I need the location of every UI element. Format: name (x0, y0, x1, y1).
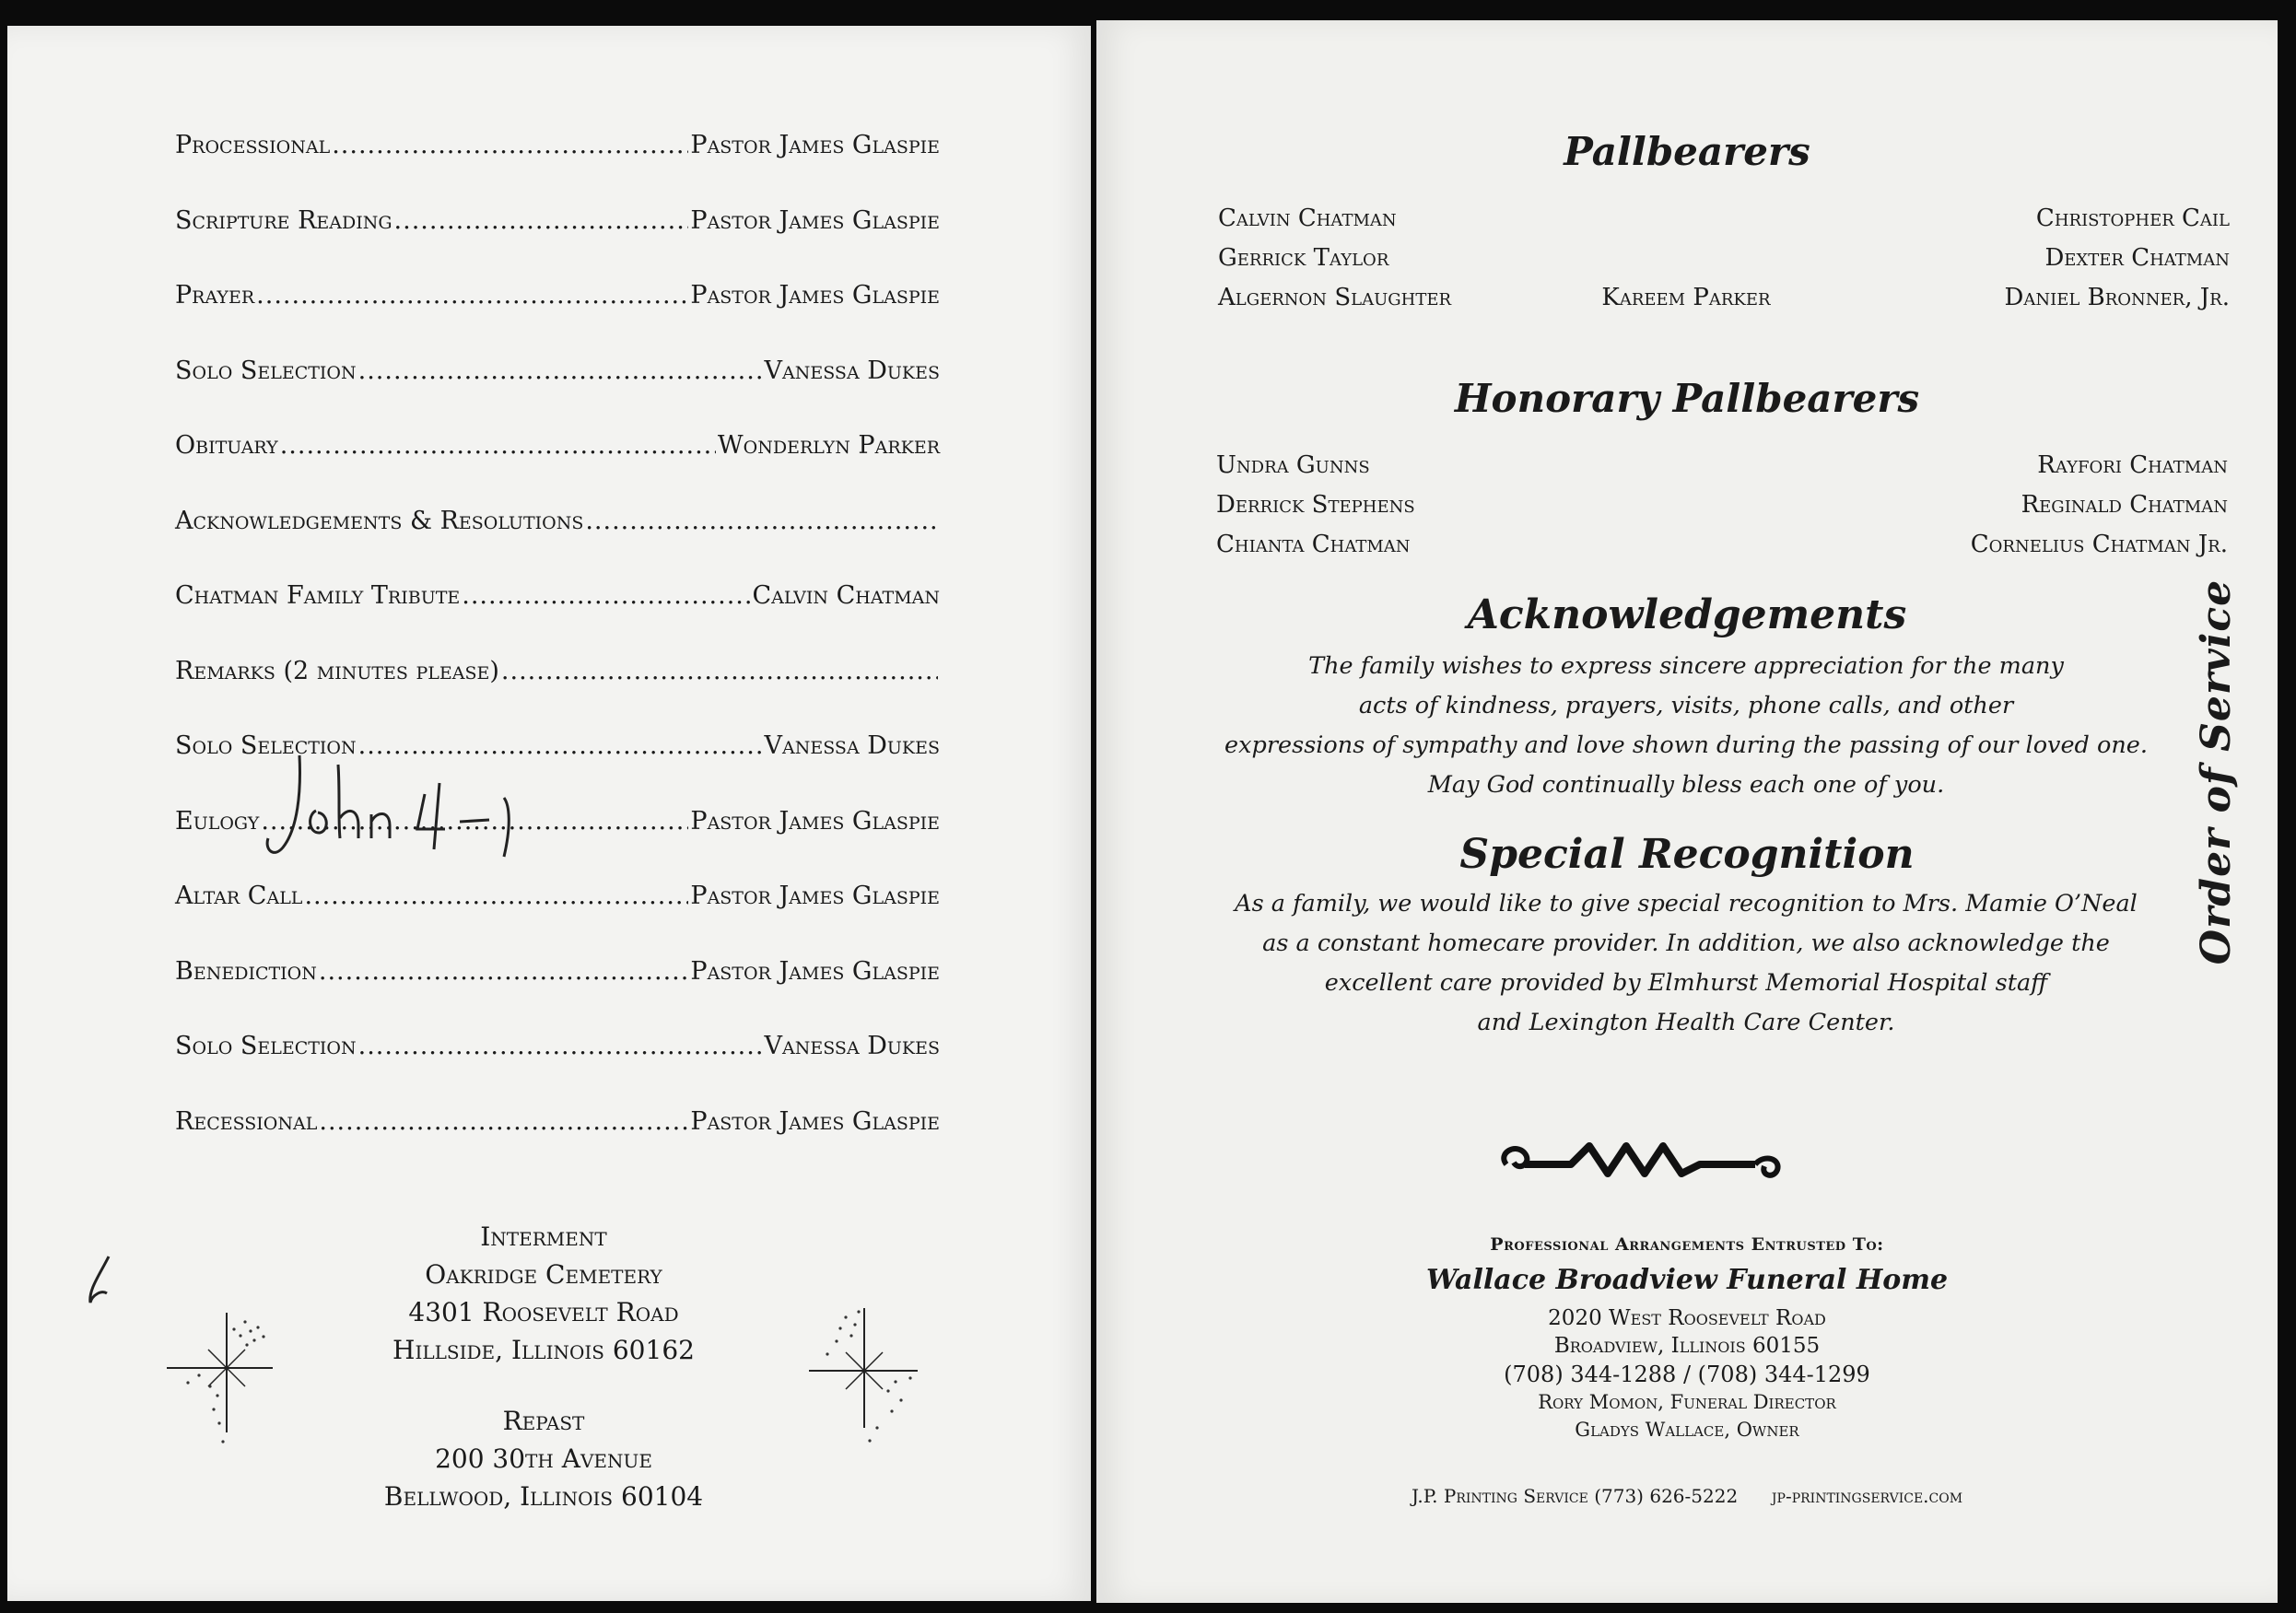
interment-title: Interment (480, 1221, 607, 1252)
program-item (175, 882, 940, 910)
pallbearers-right-column (2005, 199, 2230, 318)
program-item-label: Processional (175, 131, 331, 159)
program-item-participant: Calvin Chatman (752, 581, 940, 610)
program-item-participant: Pastor James Glaspie (690, 882, 940, 910)
dot-leader (394, 206, 689, 235)
program-item-label: Obituary (175, 431, 278, 460)
dot-leader (304, 882, 688, 910)
interment-city: Hillside, Illinois 60162 (392, 1335, 695, 1365)
program-item-label: Chatman Family Tribute (175, 581, 461, 610)
honorary-pallbearer-name: Reginald Chatman (2021, 491, 2228, 519)
honorary-right-column (1971, 446, 2228, 565)
honorary-left-column (1216, 446, 1415, 565)
sparkle-star-icon (800, 1290, 929, 1455)
honorary-pallbearer-name: Chianta Chatman (1216, 531, 1411, 558)
pallbearer-name: Daniel Bronner, Jr. (2004, 284, 2230, 311)
honorary-pallbearer-name: Derrick Stephens (1216, 491, 1415, 519)
interment-street: 4301 Roosevelt Road (408, 1297, 679, 1327)
program-item-label: Scripture Reading (175, 205, 392, 235)
program-item-label: Solo Selection (175, 731, 357, 760)
acknowledgements-line: The family wishes to express sincere appreciation for the many (1308, 652, 2064, 680)
program-item-label: Eulogy (175, 806, 260, 836)
special-recognition-line: and Lexington Health Care Center. (1477, 1009, 1895, 1036)
special-recognition-line: As a family, we would like to give special recognition to Mrs. Mamie O’Neal (1235, 890, 2138, 918)
order-of-service-side-title: Order of Service (2193, 579, 2240, 965)
program-item-label: Prayer (175, 281, 255, 310)
program-item (175, 1032, 940, 1060)
program-item-participant: Pastor James Glaspie (690, 281, 940, 310)
program-item-label: Recessional (175, 1106, 318, 1136)
printer-credit (1096, 1485, 2278, 1507)
acknowledgements-heading: Acknowledgements (1467, 591, 1907, 638)
interment-place: Oakridge Cemetery (425, 1259, 662, 1290)
program-item-label: Solo Selection (175, 1032, 357, 1060)
dot-leader (358, 1032, 763, 1060)
pallbearer-name: Christopher Cail (2035, 205, 2230, 232)
pallbearers-heading: Pallbearers (1564, 129, 1810, 174)
program-item-label: Acknowledgements & Resolutions (175, 506, 584, 535)
program-item (175, 1107, 940, 1136)
program-item-participant: Pastor James Glaspie (690, 956, 940, 986)
program-item (175, 356, 940, 385)
funeral-home-owner: Gladys Wallace, Owner (1575, 1419, 1799, 1441)
program-item-participant: Pastor James Glaspie (690, 131, 940, 159)
pallbearers-center-column (1576, 278, 1797, 318)
pallbearer-name: Algernon Slaughter (1218, 284, 1452, 311)
funeral-home-street: 2020 West Roosevelt Road (1548, 1306, 1826, 1330)
honorary-pallbearer-name: Undra Gunns (1216, 451, 1370, 479)
dot-leader (256, 281, 688, 310)
program-item-participant: Pastor James Glaspie (690, 806, 940, 836)
dot-leader (462, 581, 750, 610)
pallbearer-name: Kareem Parker (1601, 284, 1771, 311)
repast-block (313, 1402, 774, 1515)
program-item (175, 657, 940, 685)
special-recognition-line: excellent care provided by Elmhurst Memorial Hospital staff (1324, 969, 2048, 997)
funeral-home-name: Wallace Broadview Funeral Home (1425, 1264, 1949, 1296)
dot-leader (319, 957, 689, 986)
funeral-home-phones: (708) 344-1288 / (708) 344-1299 (1504, 1362, 1870, 1387)
program-item (175, 957, 940, 986)
arrangements-intro: Professional Arrangements Entrusted To: (1490, 1234, 1884, 1255)
ornament-flourish-icon (1488, 1126, 1801, 1199)
special-recognition-heading: Special Recognition (1459, 831, 1915, 878)
acknowledgements-line: expressions of sympathy and love shown during the passing of our loved one. (1224, 731, 2148, 759)
repast-city: Bellwood, Illinois 60104 (383, 1481, 704, 1512)
dot-leader (332, 131, 688, 159)
honorary-pallbearer-name: Cornelius Chatman Jr. (1970, 531, 2228, 558)
dot-leader (280, 431, 716, 460)
dot-leader (358, 356, 763, 385)
interment-block (313, 1218, 774, 1369)
printer-name: J.P. Printing Service (773) 626-5222 (1411, 1485, 1739, 1507)
repast-street: 200 30th Avenue (435, 1444, 652, 1474)
special-recognition-line: as a constant homecare provider. In addition, we also acknowledge the (1262, 929, 2110, 957)
program-item-label: Benediction (175, 956, 317, 986)
program-item-participant: Wonderlyn Parker (717, 431, 940, 460)
special-recognition-text (1152, 884, 2220, 1043)
program-item (175, 581, 940, 610)
program-item-participant: Vanessa Dukes (764, 356, 940, 385)
dot-leader (319, 1107, 688, 1136)
program-item (175, 281, 940, 310)
program-item (175, 206, 940, 235)
program-item-label: Altar Call (175, 882, 303, 910)
honorary-pallbearers-heading: Honorary Pallbearers (1454, 376, 1920, 421)
program-item-participant: Vanessa Dukes (764, 731, 940, 760)
dot-leader (501, 657, 938, 685)
acknowledgements-line: acts of kindness, prayers, visits, phone calls, and other (1358, 692, 2014, 719)
program-item-participant: Pastor James Glaspie (690, 205, 940, 235)
handwritten-note (263, 737, 576, 875)
right-page (1096, 20, 2278, 1603)
program-item-participant: Pastor James Glaspie (690, 1106, 940, 1136)
honorary-pallbearer-name: Rayfori Chatman (2037, 451, 2228, 479)
dot-leader (585, 507, 938, 535)
printer-website: jp-printingservice.com (1771, 1485, 1963, 1507)
funeral-director: Rory Momon, Funeral Director (1538, 1391, 1836, 1413)
pallbearer-name: Calvin Chatman (1218, 205, 1397, 232)
program-item (175, 131, 940, 159)
acknowledgements-line: May God continually bless each one of you. (1427, 771, 1945, 799)
sparkle-star-icon (162, 1294, 291, 1460)
program-item-participant: Vanessa Dukes (764, 1032, 940, 1060)
pen-mark-icon (81, 1253, 118, 1308)
program-item (175, 431, 940, 460)
funeral-home-city: Broadview, Illinois 60155 (1553, 1334, 1821, 1358)
program-item-label: Remarks (2 minutes please) (175, 656, 499, 685)
program-item (175, 507, 940, 535)
pallbearer-name: Gerrick Taylor (1218, 244, 1389, 272)
program-item-label: Solo Selection (175, 356, 357, 385)
repast-title: Repast (502, 1406, 585, 1436)
acknowledgements-text (1152, 647, 2220, 805)
pallbearers-left-column (1218, 199, 1451, 318)
pallbearer-name: Dexter Chatman (2044, 244, 2230, 272)
